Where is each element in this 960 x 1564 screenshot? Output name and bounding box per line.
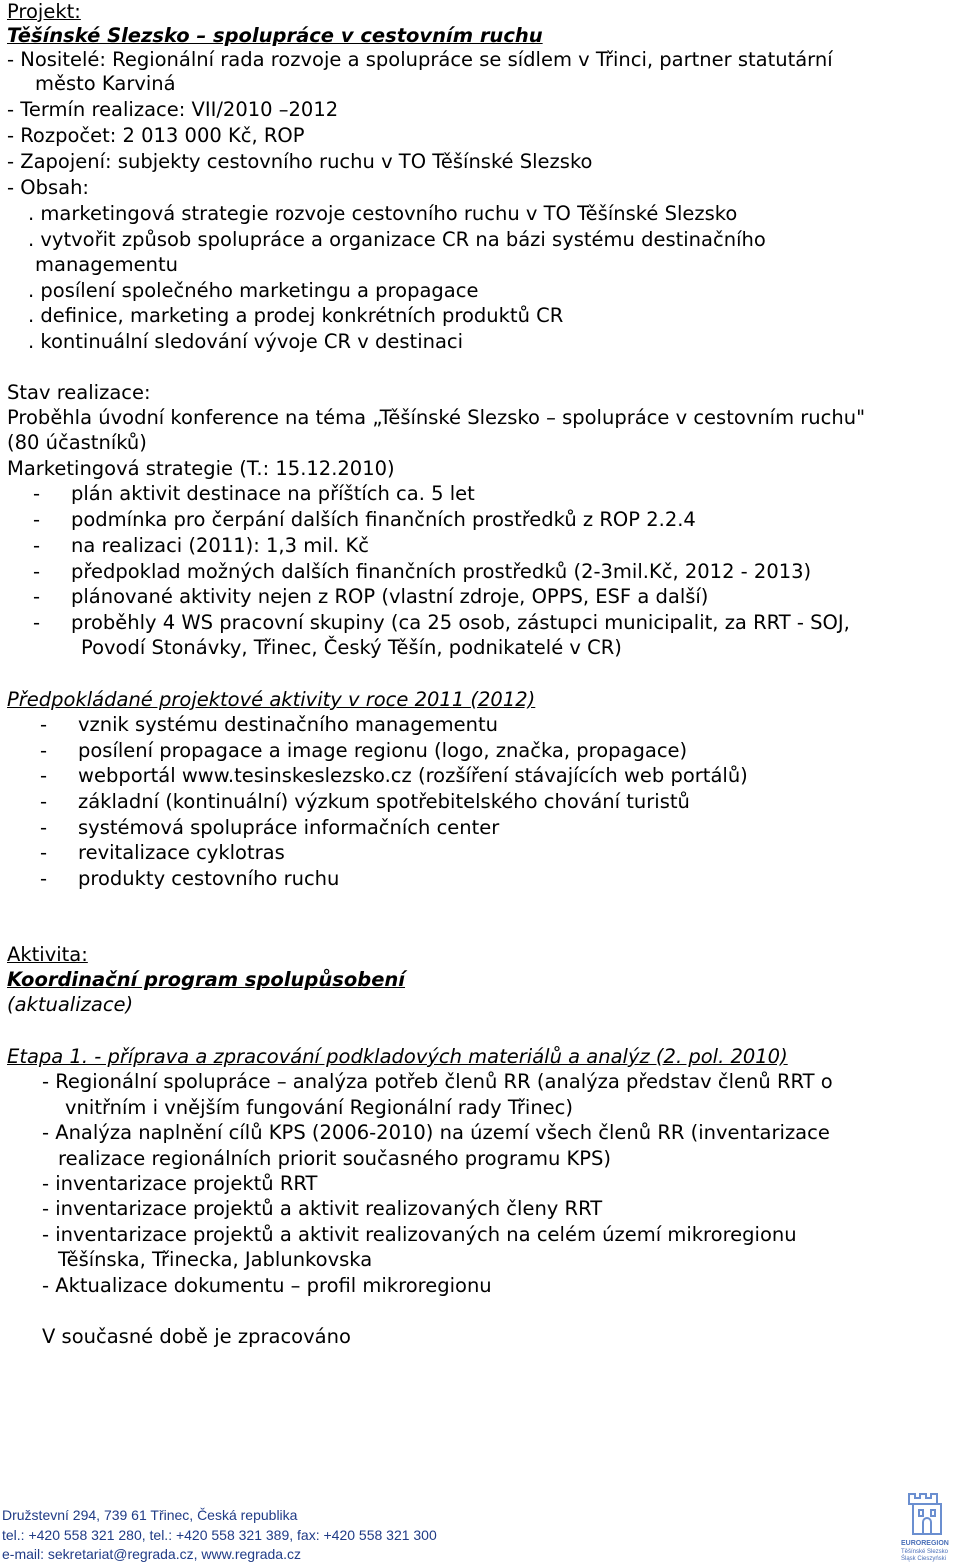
obsah-item: . definice, marketing a prodej konkrétních produktů CR [28,304,564,327]
obsah-item: . marketingová strategie rozvoje cestovního ruchu v TO Těšínské Slezsko [28,202,738,225]
footer-phones: tel.: +420 558 321 280, tel.: +420 558 321 389, fax: +420 558 321 300 [2,1527,437,1543]
etapa-line: - Aktualizace dokumentu – profil mikroregionu [42,1274,492,1297]
stav-line-2: (80 účastníků) [7,431,147,454]
dash-bullet: - [40,713,48,736]
dash-bullet: - [33,585,41,608]
etapa-line: - inventarizace projektů RRT [42,1172,318,1195]
footer-contacts: e-mail: sekretariat@regrada.cz, www.regrada.cz [2,1546,301,1562]
planned-item-text: produkty cestovního ruchu [78,867,340,890]
planned-item [40,739,687,763]
dash-bullet: - [40,867,48,890]
stav-item [33,585,708,609]
dash-bullet: - [40,790,48,813]
project-rozpocet: - Rozpočet: 2 013 000 Kč, ROP [7,124,305,147]
dash-bullet: - [33,560,41,583]
logo-sub-cz: Těšínské Slezsko [901,1549,949,1555]
dash-bullet: - [33,508,41,531]
planned-item-text: webportál www.tesinskeslezsko.cz (rozšíření stávajících web portálů) [78,764,748,787]
project-obsah: - Obsah: [7,176,89,199]
dash-bullet: - [33,482,41,505]
etapa-line-cont: realizace regionálních priorit současného programu KPS) [58,1147,612,1170]
etapa-heading: Etapa 1. - příprava a zpracování podkladových materiálů a analýz (2. pol. 2010) [7,1045,788,1068]
etapa-line: - inventarizace projektů a aktivit realizovaných členy RRT [42,1197,603,1220]
planned-item [40,764,748,788]
planned-heading: Předpokládané projektové aktivity v roce 2011 (2012) [7,688,536,711]
project-title: Těšínské Slezsko – spolupráce v cestovním ruchu [7,24,543,47]
planned-item [40,713,498,737]
stav-item [33,560,811,584]
stav-item [33,611,850,635]
planned-item [40,841,285,865]
footer-address: Družstevní 294, 739 61 Třinec, Česká republika [2,1507,298,1523]
project-label: Projekt: [7,0,81,23]
project-nositele: - Nositelé: Regionální rada rozvoje a spolupráce se sídlem v Třinci, partner statutární [7,48,833,71]
dash-bullet: - [40,816,48,839]
dash-bullet: - [40,739,48,762]
planned-item-text: revitalizace cyklotras [78,841,285,864]
dash-bullet: - [33,611,41,634]
stav-item-text: předpoklad možných dalších finančních prostředků (2-3mil.Kč, 2012 - 2013) [71,560,812,583]
obsah-item-cont: managementu [35,253,178,276]
obsah-item: . vytvořit způsob spolupráce a organizace CR na bázi systému destinačního [28,228,766,251]
stav-item-text: podmínka pro čerpání dalších finančních prostředků z ROP 2.2.4 [71,508,696,531]
stav-item-text: plánované aktivity nejen z ROP (vlastní zdroje, OPPS, ESF a další) [71,585,709,608]
etapa-closing: V současné době je zpracováno [42,1325,351,1348]
planned-item-text: základní (kontinuální) výzkum spotřebitelského chování turistů [78,790,690,813]
dash-bullet: - [40,841,48,864]
etapa-line: - Analýza naplnění cílů KPS (2006-2010) na území všech členů RR (inventarizace [42,1121,830,1144]
stav-item [33,534,369,558]
etapa-line-cont: vnitřním i vnějším fungování Regionální rady Třinec) [65,1096,574,1119]
stav-item-text: proběhly 4 WS pracovní skupiny (ca 25 osob, zástupci municipalit, za RRT - SOJ, [71,611,850,634]
stav-item [33,508,696,532]
planned-item-text: systémová spolupráce informačních center [78,816,500,839]
planned-item [40,867,339,891]
stav-item-cont: Povodí Stonávky, Třinec, Český Těšín, podnikatelé v CR) [81,636,622,659]
stav-item [33,482,475,506]
obsah-item: . posílení společného marketingu a propagace [28,279,479,302]
stav-line-3: Marketingová strategie (T.: 15.12.2010) [7,457,395,480]
aktivita-label: Aktivita: [7,943,88,966]
castle-tower-icon [895,1488,959,1540]
planned-item [40,816,499,840]
etapa-line: - inventarizace projektů a aktivit realizovaných na celém území mikroregionu [42,1223,797,1246]
etapa-line: - Regionální spolupráce – analýza potřeb členů RR (analýza představ členů RRT o [42,1070,833,1093]
aktivita-title: Koordinační program spolupůsobení [7,968,405,991]
dash-bullet: - [33,534,41,557]
project-zapojeni: - Zapojení: subjekty cestovního ruchu v TO Těšínské Slezsko [7,150,593,173]
planned-item-text: vznik systému destinačního managementu [78,713,498,736]
stav-item-text: na realizaci (2011): 1,3 mil. Kč [71,534,369,557]
euroregion-logo [895,1488,959,1564]
logo-name: EUROREGION [901,1540,949,1547]
planned-item [40,790,690,814]
logo-sub-pl: Śląsk Cieszyński [901,1556,947,1562]
planned-item-text: posílení propagace a image regionu (logo, značka, propagace) [78,739,688,762]
project-nositele-cont: město Karviná [35,72,176,95]
project-termin: - Termín realizace: VII/2010 –2012 [7,98,339,121]
stav-heading: Stav realizace: [7,381,151,404]
stav-line-1: Proběhla úvodní konference na téma „Těšínské Slezsko – spolupráce v cestovním ruchu" [7,406,866,429]
stav-item-text: plán aktivit destinace na příštích ca. 5 let [71,482,475,505]
obsah-item: . kontinuální sledování vývoje CR v destinaci [28,330,464,353]
etapa-line-cont: Těšínska, Třinecka, Jablunkovska [58,1248,373,1271]
aktivita-subtitle: (aktualizace) [7,993,134,1016]
dash-bullet: - [40,764,48,787]
